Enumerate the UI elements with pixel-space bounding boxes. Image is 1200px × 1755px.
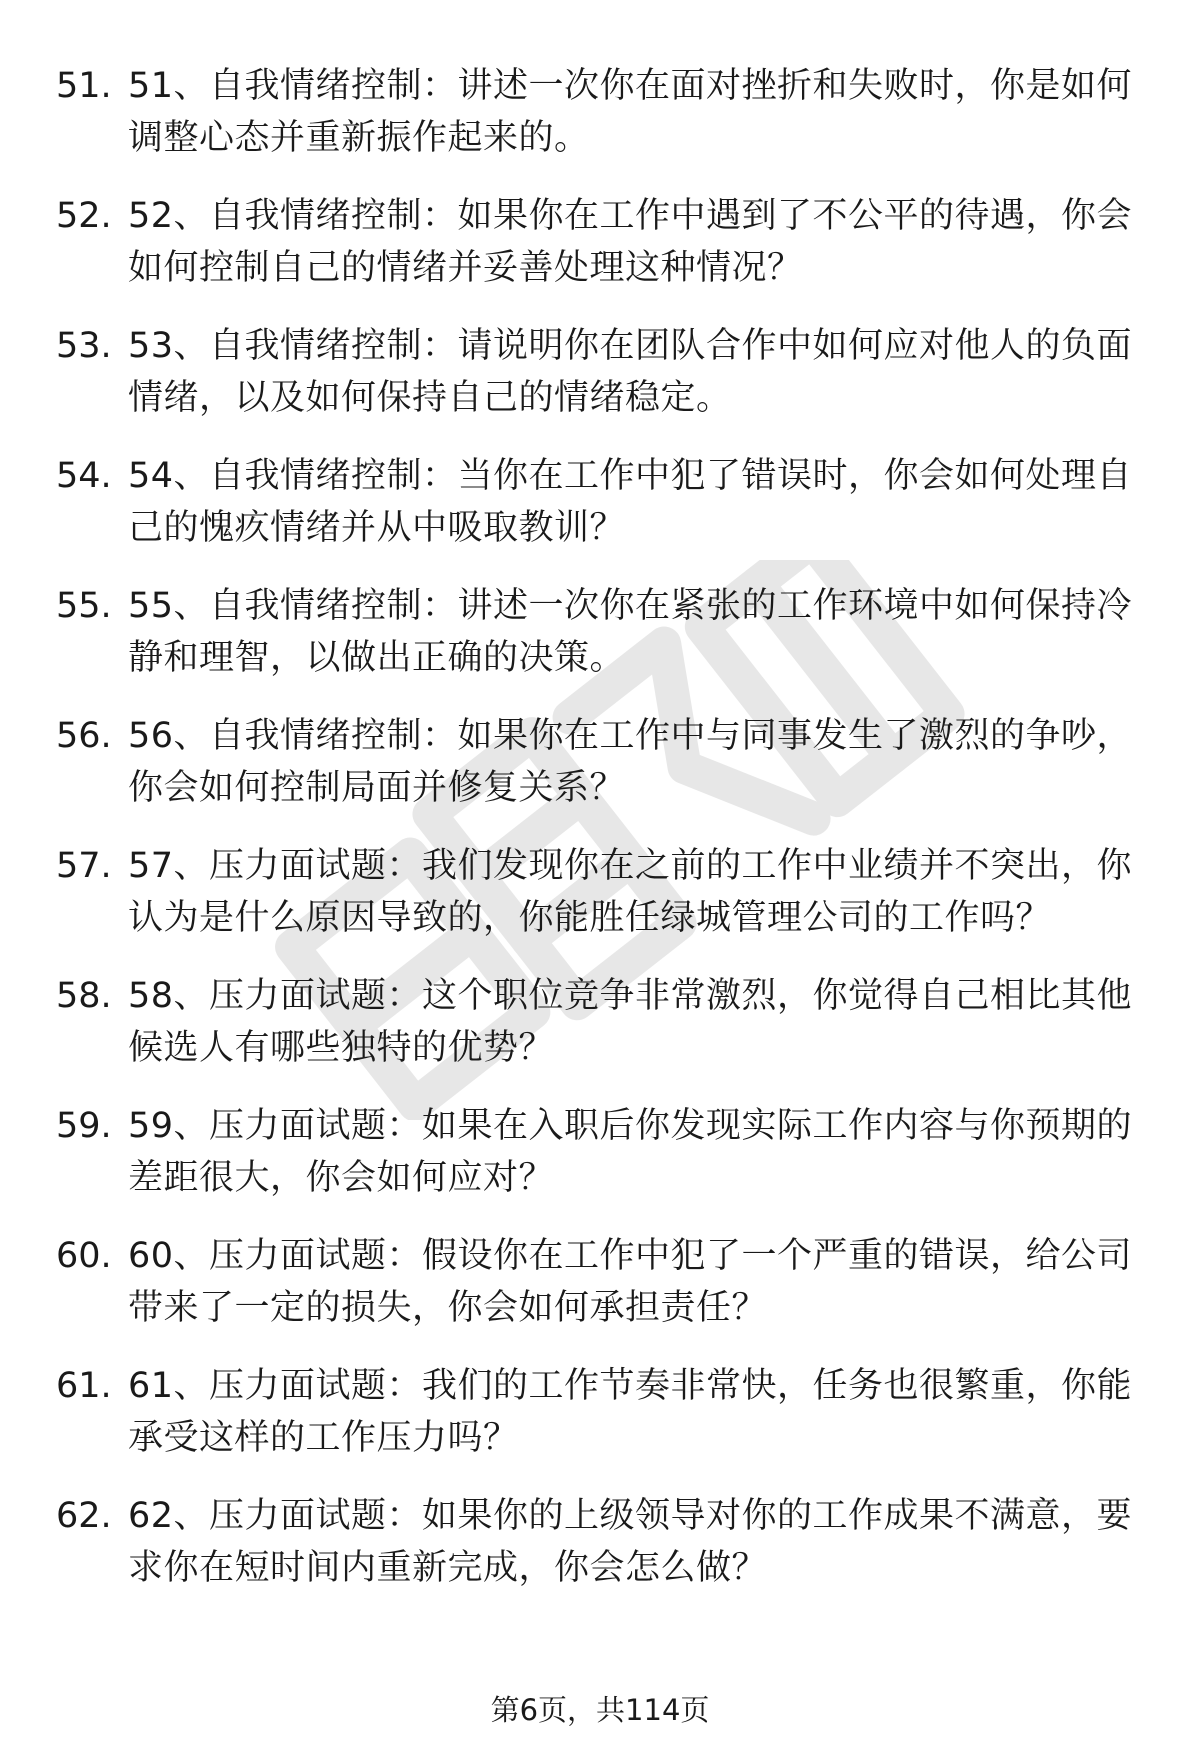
question-text: 58、压力面试题：这个职位竞争非常激烈，你觉得自己相比其他 候选人有哪些独特的优势？	[128, 976, 1133, 1068]
question-item	[56, 450, 1146, 580]
question-item	[56, 190, 1146, 320]
question-number: 52.	[56, 196, 112, 236]
question-text: 59、压力面试题：如果在入职后你发现实际工作内容与你预期的 差距很大，你会如何应对？	[128, 1106, 1133, 1198]
question-item	[56, 710, 1146, 840]
question-item	[56, 1360, 1146, 1490]
question-text: 52、自我情绪控制：如果你在工作中遇到了不公平的待遇，你会 如何控制自己的情绪并妥善处理这种情况？	[128, 196, 1133, 288]
question-number: 53.	[56, 326, 112, 366]
question-text: 54、自我情绪控制：当你在工作中犯了错误时，你会如何处理自 己的愧疚情绪并从中吸取教训？	[128, 456, 1133, 548]
question-number: 54.	[56, 456, 112, 496]
question-item	[56, 1100, 1146, 1230]
question-list	[56, 60, 1146, 1620]
question-text: 56、自我情绪控制：如果你在工作中与同事发生了激烈的争吵， 你会如何控制局面并修复关系？	[128, 716, 1133, 808]
question-number: 59.	[56, 1106, 112, 1146]
question-text: 57、压力面试题：我们发现你在之前的工作中业绩并不突出，你 认为是什么原因导致的，你能胜任绿城管理公司的工作吗？	[128, 846, 1133, 938]
question-item	[56, 1490, 1146, 1620]
question-number: 62.	[56, 1496, 112, 1536]
question-item	[56, 970, 1146, 1100]
question-number: 58.	[56, 976, 112, 1016]
question-item	[56, 60, 1146, 190]
question-text: 51、自我情绪控制：讲述一次你在面对挫折和失败时，你是如何 调整心态并重新振作起来的。	[128, 66, 1133, 158]
question-text: 62、压力面试题：如果你的上级领导对你的工作成果不满意，要 求你在短时间内重新完成，你会怎么做？	[128, 1496, 1133, 1588]
question-item	[56, 1230, 1146, 1360]
question-item	[56, 320, 1146, 450]
question-number: 60.	[56, 1236, 112, 1276]
question-text: 55、自我情绪控制：讲述一次你在紧张的工作环境中如何保持冷 静和理智，以做出正确的决策。	[128, 586, 1133, 678]
question-number: 56.	[56, 716, 112, 756]
question-text: 60、压力面试题：假设你在工作中犯了一个严重的错误，给公司 带来了一定的损失，你会如何承担责任？	[128, 1236, 1133, 1328]
question-item	[56, 840, 1146, 970]
question-item	[56, 580, 1146, 710]
question-number: 61.	[56, 1366, 112, 1406]
question-number: 55.	[56, 586, 112, 626]
page-number-footer: 第6页，共114页	[490, 1693, 710, 1727]
question-text: 61、压力面试题：我们的工作节奏非常快，任务也很繁重，你能 承受这样的工作压力吗？	[128, 1366, 1133, 1458]
question-text: 53、自我情绪控制：请说明你在团队合作中如何应对他人的负面 情绪，以及如何保持自己的情绪稳定。	[128, 326, 1133, 418]
question-number: 57.	[56, 846, 112, 886]
question-number: 51.	[56, 66, 112, 106]
